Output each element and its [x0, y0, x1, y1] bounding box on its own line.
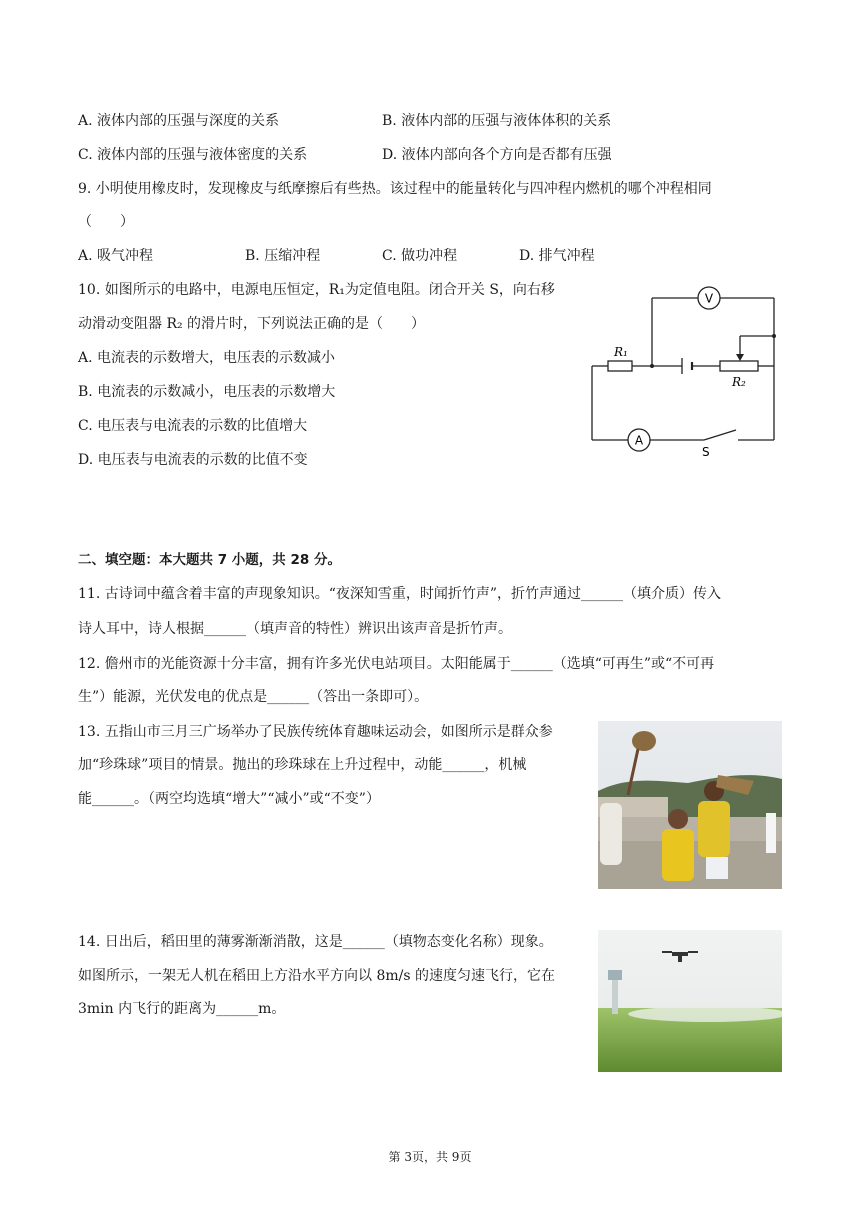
- q9-option-c: C. 做功冲程: [382, 248, 458, 264]
- resistor-r1-icon: [608, 361, 632, 371]
- rheostat-slider-icon: [736, 354, 744, 361]
- switch-label: S: [702, 445, 710, 459]
- pearl-ball-photo: [598, 721, 782, 889]
- q14-line2: 如图所示，一架无人机在稻田上方沿水平方向以 8m/s 的速度匀速飞行，它在: [78, 968, 555, 984]
- q10-option-b: B. 电流表的示数减小，电压表的示数增大: [78, 384, 336, 400]
- q14-line3: 3min 内飞行的距离为______m。: [78, 1001, 286, 1017]
- circuit-diagram: [586, 282, 786, 462]
- q8-option-a: A. 液体内部的压强与深度的关系: [78, 113, 280, 129]
- rheostat-r2-icon: [720, 361, 758, 371]
- q12-line1: 12. 儋州市的光能资源十分丰富，拥有许多光伏电站项目。太阳能属于______（选填“可再生”或“不可再: [78, 656, 715, 672]
- q13-line2: 加“珍珠球”项目的情景。抛出的珍珠球在上升过程中，动能______，机械: [78, 757, 527, 773]
- q13-line3: 能______。（两空均选填“增大”“减小”或“不变”）: [78, 791, 380, 807]
- q10-stem-line2: 动滑动变阻器 R₂ 的滑片时，下列说法正确的是（ ）: [78, 316, 426, 332]
- q9-option-b: B. 压缩冲程: [245, 248, 321, 264]
- q8-option-c: C. 液体内部的压强与液体密度的关系: [78, 147, 308, 163]
- q9-stem-line1: 9. 小明使用橡皮时，发现橡皮与纸摩擦后有些热。该过程中的能量转化与四冲程内燃机的哪个冲程相同: [78, 181, 712, 197]
- q9-option-d: D. 排气冲程: [519, 248, 595, 264]
- rheostat-r2-label: R₂: [732, 375, 746, 389]
- junction-dot-left: [650, 364, 654, 368]
- q11-line1: 11. 古诗词中蕴含着丰富的声现象知识。“夜深知雪重，时闻折竹声”，折竹声通过______（填介质）传入: [78, 586, 722, 602]
- ammeter-label: A: [634, 433, 644, 448]
- q9-stem-line2: （ ）: [78, 214, 134, 230]
- q8-option-b: B. 液体内部的压强与液体体积的关系: [382, 113, 612, 129]
- q10-option-d: D. 电压表与电流表的示数的比值不变: [78, 452, 308, 468]
- q8-option-d: D. 液体内部向各个方向是否都有压强: [382, 147, 612, 163]
- q13-line1: 13. 五指山市三月三广场举办了民族传统体育趣味运动会，如图所示是群众参: [78, 724, 553, 740]
- q10-option-a: A. 电流表的示数增大，电压表的示数减小: [78, 350, 336, 366]
- q9-option-a: A. 吸气冲程: [78, 248, 154, 264]
- q10-option-c: C. 电压表与电流表的示数的比值增大: [78, 418, 308, 434]
- q14-line1: 14. 日出后，稻田里的薄雾渐渐消散，这是______（填物态变化名称）现象。: [78, 934, 553, 950]
- resistor-r1-label: R₁: [614, 345, 628, 359]
- drone-rice-field-photo: [598, 930, 782, 1072]
- junction-dot-right: [772, 334, 776, 338]
- voltmeter-label: V: [704, 291, 714, 306]
- q12-line2: 生”）能源，光伏发电的优点是______（答出一条即可）。: [78, 689, 429, 705]
- section-heading: 二、填空题：本大题共 7 小题，共 28 分。: [78, 552, 341, 568]
- q10-stem-line1: 10. 如图所示的电路中，电源电压恒定，R₁为定值电阻。闭合开关 S，向右移: [78, 282, 555, 298]
- q11-line2: 诗人耳中，诗人根据______（填声音的特性）辨识出该声音是折竹声。: [78, 621, 512, 637]
- page-footer: 第 3页，共 9页: [388, 1150, 472, 1164]
